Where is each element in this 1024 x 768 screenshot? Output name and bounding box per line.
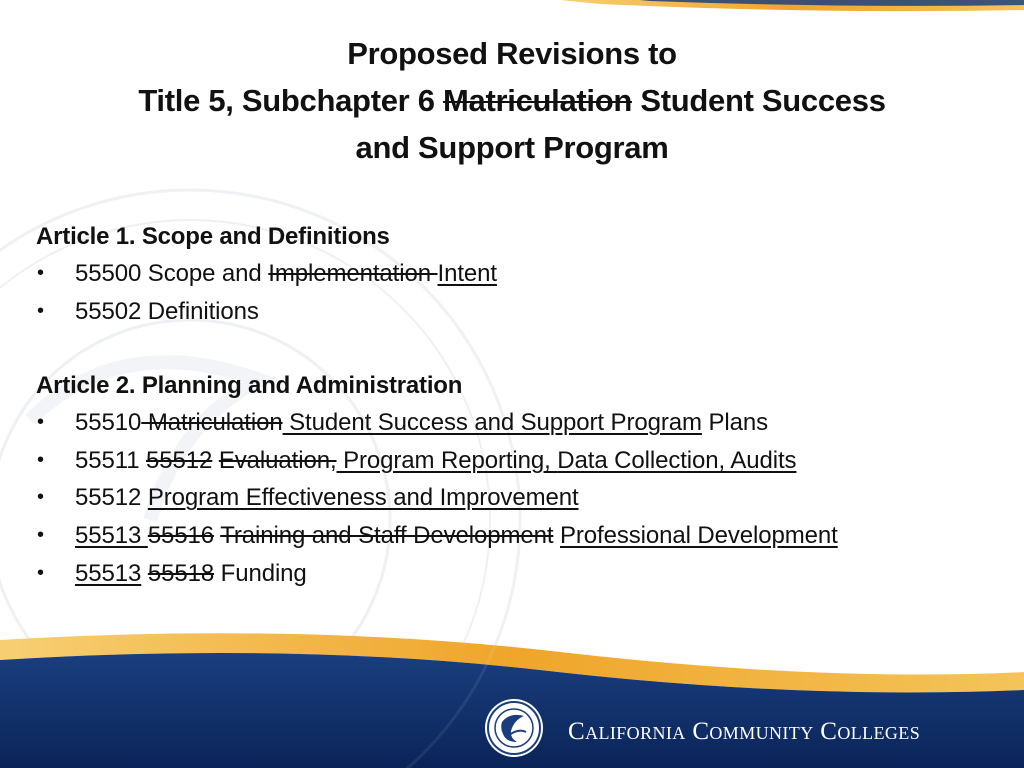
item-struck-text: 55512: [146, 446, 213, 474]
article-1-list: [36, 255, 1006, 330]
slide-body: [36, 218, 1006, 592]
item-inserted-text: Data Collection, Audits: [557, 446, 797, 474]
title-suffix: Student Success: [632, 83, 886, 118]
item-struck-text: Evaluation,: [218, 446, 337, 474]
item-text: 55502 Definitions: [75, 297, 259, 325]
item-text: 55512: [75, 484, 148, 512]
item-text: [553, 522, 560, 549]
bullet-icon: •: [37, 448, 44, 471]
list-item: [36, 479, 1006, 517]
item-inserted-text: Program Reporting,: [336, 446, 558, 474]
item-struck-text: 55518: [147, 559, 215, 587]
bullet-icon: •: [37, 486, 44, 509]
title-struck-word: Matriculation: [443, 83, 633, 118]
article-heading: Article 2. Planning and Administration: [36, 372, 463, 400]
article-heading: Article 1. Scope and Definitions: [36, 223, 390, 250]
item-struck-text: 55516: [147, 521, 215, 549]
item-inserted-text: 55513: [75, 559, 142, 587]
title-line-1: Proposed Revisions to: [347, 36, 677, 71]
item-inserted-text: Intent: [437, 260, 497, 287]
list-item: [36, 255, 1006, 293]
bullet-icon: •: [37, 299, 44, 322]
item-text: 55510: [75, 409, 142, 437]
item-text: 55500 Scope and: [75, 260, 269, 287]
item-text: Plans: [701, 409, 768, 437]
slide-title: [40, 30, 984, 171]
list-item: [36, 293, 1006, 331]
title-line-3: and Support Program: [355, 130, 669, 165]
bullet-icon: •: [37, 262, 44, 284]
item-text: [141, 560, 148, 587]
list-item: [36, 404, 1006, 442]
title-line-2: [40, 77, 984, 124]
item-inserted-text: Professional Development: [559, 521, 838, 549]
top-swoosh: [560, 0, 1024, 11]
title-prefix: Title 5, Subchapter 6: [138, 83, 443, 118]
college-seal-icon: [484, 698, 544, 758]
item-text: [212, 447, 219, 474]
item-struck-text: Implementation: [268, 260, 438, 287]
list-item: [36, 517, 1006, 555]
item-struck-text: Training and Staff Development: [220, 521, 554, 549]
brand-wordmark: California Community Colleges: [568, 718, 921, 745]
item-inserted-text: 55513: [75, 521, 148, 549]
list-item: [36, 555, 1006, 593]
bullet-icon: •: [37, 411, 44, 434]
article-2-list: [36, 404, 1006, 592]
bullet-icon: •: [37, 523, 44, 546]
item-inserted-text: Student Success and Support Program: [282, 409, 702, 437]
item-text: 55511: [75, 446, 147, 474]
item-struck-text: Matriculation: [141, 409, 283, 437]
item-inserted-text: Program Effectiveness and Improvement: [147, 484, 579, 512]
list-item: [36, 442, 1006, 480]
bullet-icon: •: [37, 561, 44, 584]
item-text: Funding: [214, 559, 307, 587]
